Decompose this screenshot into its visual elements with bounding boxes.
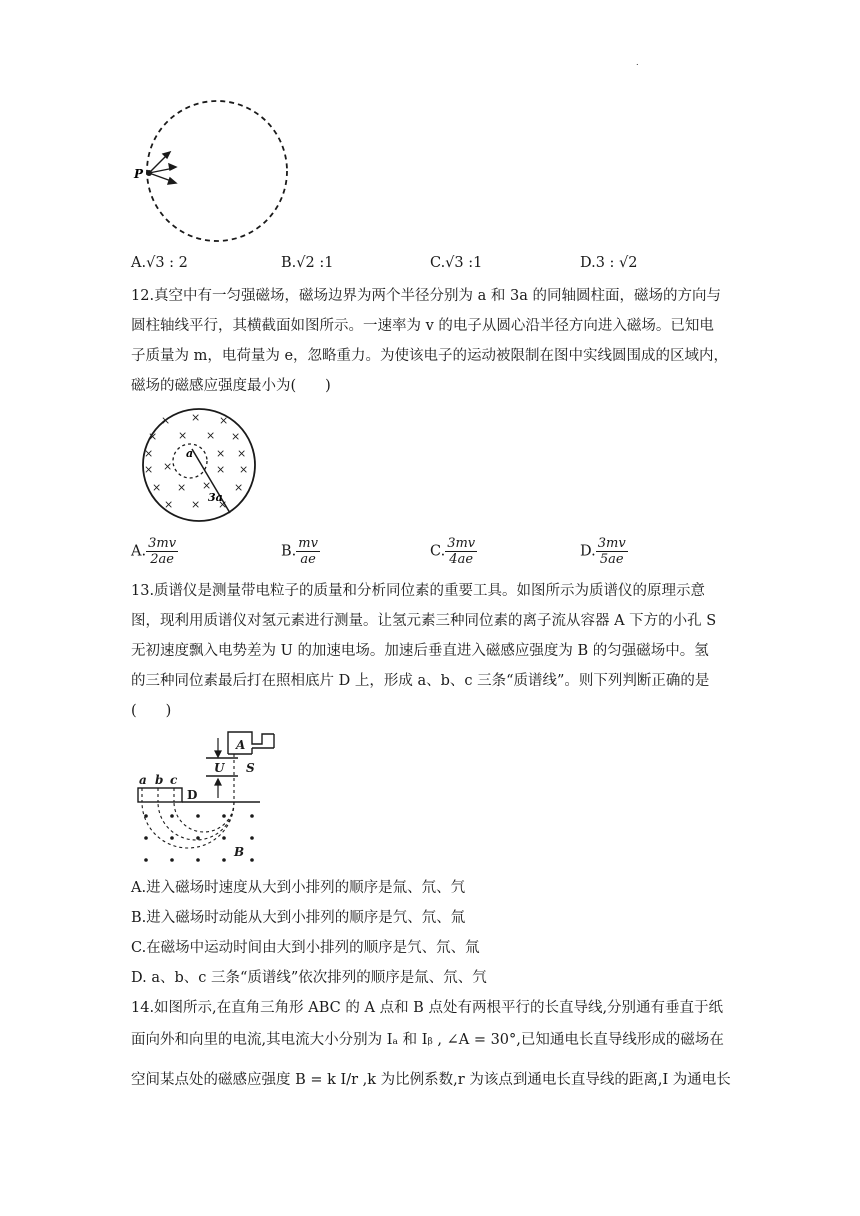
label-A: A — [236, 738, 246, 752]
q13-figure — [134, 730, 284, 870]
svg-text:×: × — [144, 447, 154, 460]
svg-text:×: × — [219, 414, 229, 427]
svg-text:×: × — [178, 429, 188, 442]
q13-option-c[interactable]: C.在磁场中运动时间由大到小排列的顺序是氕、氘、氚 — [131, 940, 480, 956]
dashed-circle — [147, 101, 287, 241]
q14-text-3: 空间某点处的磁感应强度 B = k I/r ,k 为比例系数,r 为该点到通电长直导线的距离,I 为通电长 — [131, 1072, 731, 1088]
q14-text-1: 14.如图所示,在直角三角形 ABC 的 A 点和 B 点处有两根平行的长直导线,分别通有垂直于纸 — [131, 1000, 724, 1016]
svg-text:×: × — [152, 481, 162, 494]
q12-figure — [134, 407, 264, 523]
label-a: a — [186, 447, 194, 460]
label-c: c — [170, 773, 178, 787]
q13-text-1: 13.质谱仪是测量带电粒子的质量和分析同位素的重要工具。如图所示为质谱仪的原理示意 — [131, 583, 706, 599]
q11-option-b[interactable]: B.√2 :1 — [281, 255, 334, 271]
label-B: B — [234, 845, 245, 859]
q12-option-c[interactable]: C. $\frac{3mv}{4ae}$ — [430, 536, 476, 567]
label-b: b — [155, 773, 164, 787]
q11-option-c[interactable]: C.√3 :1 — [430, 255, 483, 271]
svg-text:×: × — [231, 430, 241, 443]
q13-option-a[interactable]: A.进入磁场时速度从大到小排列的顺序是氚、氘、氕 — [131, 880, 466, 896]
label-U: U — [214, 761, 225, 775]
svg-text:×: × — [144, 463, 154, 476]
label-S: S — [246, 761, 255, 775]
label-a: a — [139, 773, 147, 787]
svg-text:×: × — [177, 481, 187, 494]
container-a — [228, 732, 274, 754]
label-3a: 3a — [208, 491, 223, 504]
svg-text:×: × — [191, 498, 201, 511]
label-p: P — [134, 167, 144, 181]
svg-text:×: × — [206, 429, 216, 442]
q13-text-2: 图，现利用质谱仪对氢元素进行测量。让氢元素三种同位素的离子流从容器 A 下方的小孔 S — [131, 613, 717, 629]
q12-option-d[interactable]: D. $\frac{3mv}{5ae}$ — [580, 536, 626, 567]
q12-text-2: 圆柱轴线平行，其横截面如图所示。一速率为 v 的电子从圆心沿半径方向进入磁场。已知电 — [131, 318, 714, 334]
q12-text-1: 12.真空中有一匀强磁场，磁场边界为两个半径分别为 a 和 3a 的同轴圆柱面，磁场的方向与 — [131, 288, 722, 304]
svg-text:×: × — [239, 463, 249, 476]
svg-text:×: × — [148, 430, 158, 443]
page-dot: . — [636, 58, 639, 67]
q13-text-5: ( ) — [131, 703, 172, 719]
svg-text:×: × — [218, 498, 228, 511]
svg-text:×: × — [163, 460, 173, 473]
q11-option-a[interactable]: A.√3 : 2 — [131, 255, 188, 271]
q13-text-4: 的三种同位素最后打在照相底片 D 上，形成 a、b、c 三条“质谱线”。则下列判断正确的是 — [131, 673, 710, 689]
q12-option-a[interactable]: A. $\frac{3mv}{2ae}$ — [131, 536, 177, 567]
svg-text:×: × — [216, 463, 226, 476]
q12-text-4: 磁场的磁感应强度最小为( ) — [131, 378, 331, 394]
label-D: D — [187, 788, 198, 802]
svg-text:×: × — [237, 447, 247, 460]
q14-text-2: 面向外和向里的电流,其电流大小分别为 Iₐ 和 Iᵦ , ∠A = 30°,已知通电长直导线形成的磁场在 — [131, 1032, 724, 1048]
svg-text:×: × — [191, 411, 201, 424]
svg-text:×: × — [161, 414, 171, 427]
velocity-arrows — [149, 152, 176, 184]
q13-text-3: 无初速度飘入电势差为 U 的加速电场。加速后垂直进入磁感应强度为 B 的匀强磁场中。氢 — [131, 643, 709, 659]
q11-figure — [128, 96, 318, 246]
q13-option-b[interactable]: B.进入磁场时动能从大到小排列的顺序是氕、氘、氚 — [131, 910, 466, 926]
svg-text:×: × — [164, 498, 174, 511]
photo-plate-d — [138, 788, 182, 802]
q13-option-d[interactable]: D. a、b、c 三条“质谱线”依次排列的顺序是氚、氘、氕 — [131, 970, 487, 986]
q11-option-d[interactable]: D.3 : √2 — [580, 255, 638, 271]
q12-option-b[interactable]: B. $\frac{mv}{ae}$ — [281, 536, 318, 567]
svg-text:×: × — [216, 447, 226, 460]
svg-text:×: × — [234, 481, 244, 494]
q12-text-3: 子质量为 m，电荷量为 e，忽略重力。为使该电子的运动被限制在图中实线圆围成的区域内， — [131, 348, 729, 364]
svg-text:×: × — [202, 479, 212, 492]
